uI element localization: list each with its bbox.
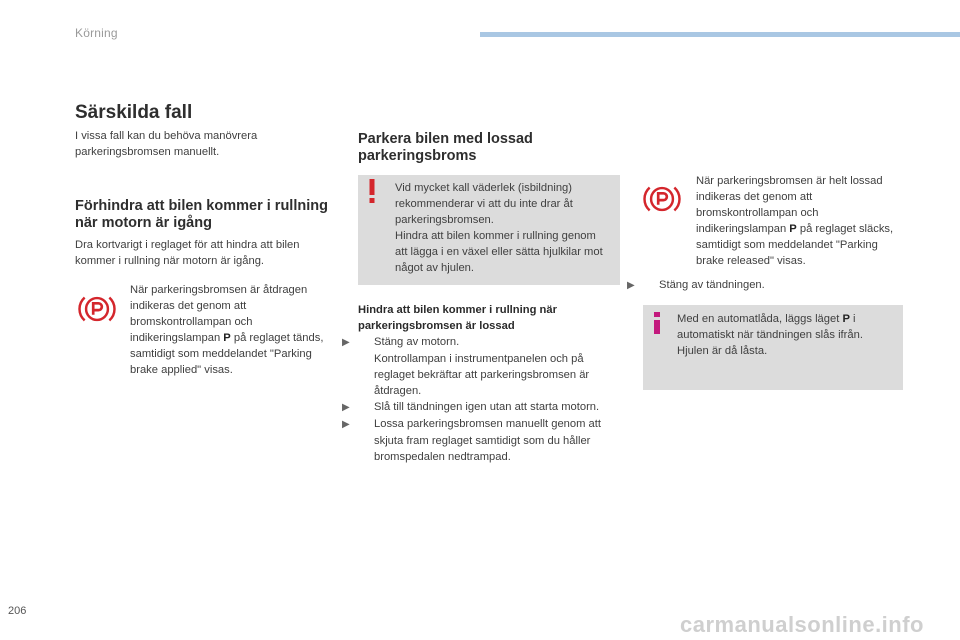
intro-text: I vissa fall kan du behöva manövrera parkeringsbromsen manuellt. — [75, 130, 258, 158]
exclamation-icon — [366, 178, 378, 204]
applied-text: När parkeringsbromsen är åtdragen indikeras det genom att bromskontrollampan och indikeringslampan P på reglaget tänds, samtidigt som meddelandet "Parking brake applied" visas. — [130, 284, 324, 376]
page-title: Särskilda fall — [75, 102, 193, 123]
section-label: Körning — [75, 26, 118, 40]
list-item: ▶ Lossa parkeringsbromsen manuellt genom att skjuta fram reglaget samtidigt som du håller bromspedalen nedtrampad. — [342, 418, 601, 463]
header-accent-bar — [480, 32, 960, 37]
subheading-prevent-rolling: Förhindra att bilen kommer i rullning när motorn är igång — [75, 198, 328, 231]
bullet-icon: ▶ — [342, 337, 350, 348]
watermark: carmanualsonline.info — [680, 612, 924, 637]
list-item: ▶ Slå till tändningen igen utan att starta motorn. — [358, 399, 620, 416]
parking-brake-icon — [78, 290, 116, 328]
list-item: ▶ Stäng av motorn. — [358, 334, 620, 351]
instructions-list — [342, 334, 620, 465]
bullet-icon: ▶ — [627, 280, 635, 291]
info-text: Med en automatlåda, läggs läget P i automatiskt när tändningen slås ifrån. Hjulen är då låsta. — [677, 313, 863, 357]
heading-park-released: Parkera bilen med lossad parkeringsbroms — [358, 131, 533, 164]
parking-brake-icon — [643, 180, 681, 218]
bullet-icon: ▶ — [342, 402, 350, 413]
list-item-detail: Kontrollampan i instrumentpanelen och på reglaget bekräftar att parkeringsbromsen är åtdragen. — [374, 353, 590, 397]
info-icon — [651, 311, 663, 335]
page-number: 206 — [8, 605, 27, 617]
prevent-rolling-text: Dra kortvarigt i reglaget för att hindra att bilen kommer i rullning när motorn är igång. — [75, 239, 300, 267]
instructions-heading: Hindra att bilen kommer i rullning när parkeringsbromsen är lossad — [358, 304, 557, 332]
warning-text: Vid mycket kall väderlek (isbildning) rekommenderar vi att du inte drar åt parkeringsbromsen. Hindra att bilen kommer i rullning genom att lägga i en växel eller sätta hjulkilar mot något av hjulen. — [395, 182, 603, 274]
list-item: ▶ Stäng av tändningen. — [643, 277, 909, 294]
bullet-icon: ▶ — [342, 419, 350, 430]
released-text: När parkeringsbromsen är helt lossad indikeras det genom att bromskontrollampan och indikeringslampan P på reglaget släcks, samtidigt som meddelandet "Parking brake released" visas. — [696, 175, 894, 267]
